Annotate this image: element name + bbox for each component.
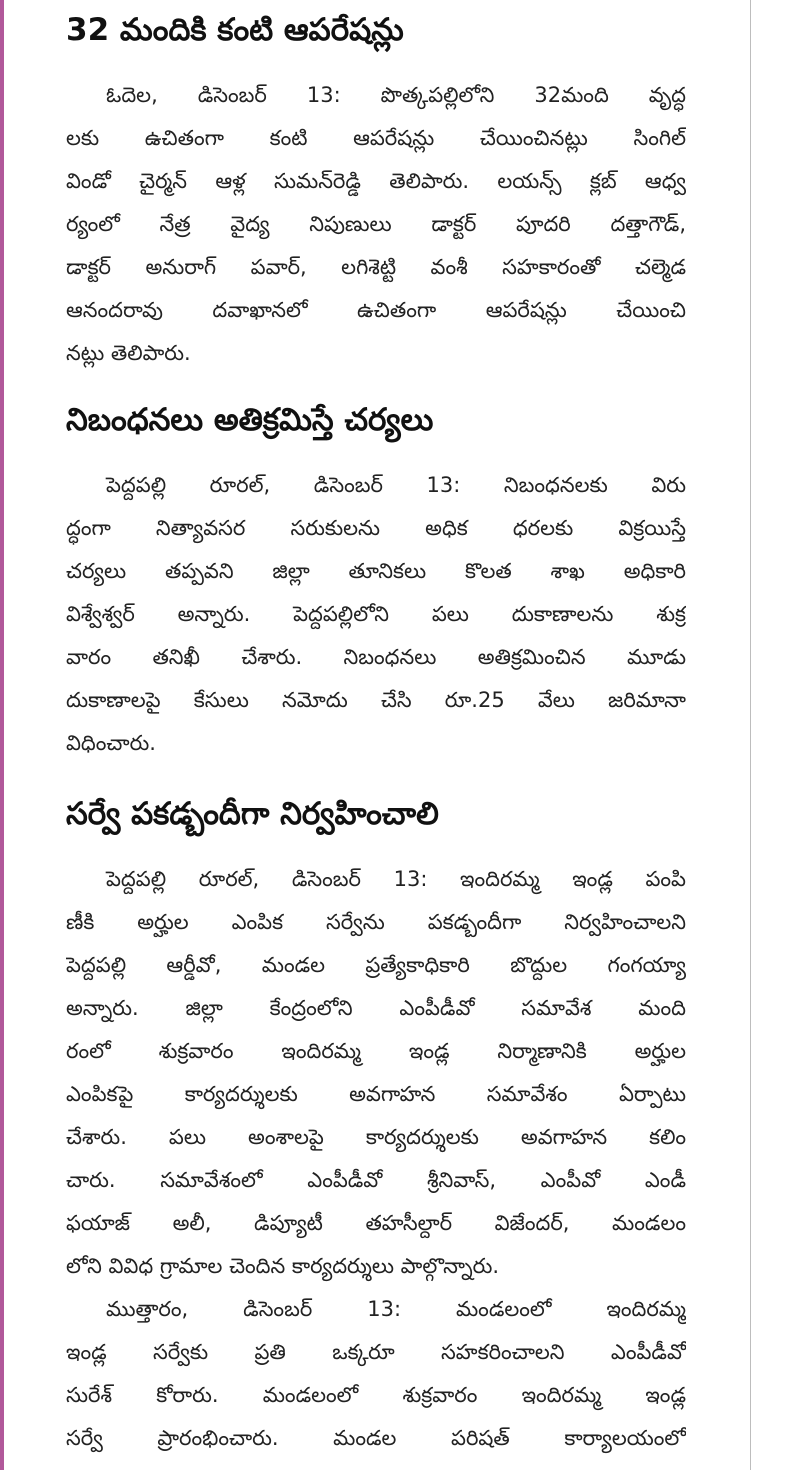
body-line: సురేశ్ కోరారు. మండలంలో శుక్రవారం ఇందిరమ్మ ఇండ్ల (66, 1383, 686, 1407)
article-body (66, 74, 686, 375)
body-line: చేశారు. పలు అంశాలపై కార్యదర్శులకు అవగాహన కలిం (66, 1125, 686, 1149)
body-line: చారు. సమావేశంలో ఎంపీడీవో శ్రీనివాస్, ఎంపీవో ఎండీ (66, 1168, 686, 1192)
body-line: విధించారు. (66, 731, 156, 755)
headline-eye-operations: 32 మందికి కంటి ఆపరేషన్లు (66, 12, 404, 48)
body-line: ణీకి అర్హుల ఎంపిక సర్వేను పకడ్బందీగా నిర్వహించాలని (66, 910, 686, 934)
body-line: లోని వివిధ గ్రామాల చెందిన కార్యదర్శులు పాల్గొన్నారు. (66, 1254, 500, 1278)
headline-rule-violations: నిబంధనలు అతిక్రమిస్తే చర్యలు (66, 402, 434, 438)
body-line: లకు ఉచితంగా కంటి ఆపరేషన్లు చేయించినట్లు సింగిల్ (66, 126, 686, 150)
body-line: ఇండ్ల సర్వేకు ప్రతి ఒక్కరూ సహకరించాలని ఎంపీడీవో (66, 1340, 686, 1364)
article-body (66, 464, 686, 765)
body-line: ఎంపికపై కార్యదర్శులకు అవగాహన సమావేశం ఏర్పాటు (66, 1082, 686, 1106)
body-line: రంలో శుక్రవారం ఇందిరమ్మ ఇండ్ల నిర్మాణానికి అర్హుల (66, 1039, 686, 1063)
body-line: ర్యంలో నేత్ర వైద్య నిపుణులు డాక్టర్ పూదరి దత్తాగౌడ్, (66, 212, 686, 236)
body-line: పెద్దపల్లి ఆర్డీవో, మండల ప్రత్యేకాధికారి బొద్దుల గంగయ్యా (66, 953, 686, 977)
body-line: నట్లు తెలిపారు. (66, 341, 191, 365)
body-line: ఆనందరావు దవాఖానలో ఉచితంగా ఆపరేషన్లు చేయించి (66, 298, 686, 322)
body-line: ఫయాజ్ అలీ, డిప్యూటీ తహసీల్దార్ విజేందర్, మండలం (66, 1211, 686, 1235)
body-line: ద్ధంగా నిత్యావసర సరుకులను అధిక ధరలకు విక్రయిస్తే (66, 516, 686, 540)
left-border-rule (0, 0, 4, 1470)
body-line: చర్యలు తప్పవని జిల్లా తూనికలు కొలత శాఖ అధికారి (66, 559, 686, 583)
article-rule-violations (66, 398, 686, 765)
body-line: ముత్తారం, డిసెంబర్ 13: మండలంలో ఇందిరమ్మ (106, 1297, 686, 1321)
body-line: విశ్వేశ్వర్ అన్నారు. పెద్దపల్లిలోని పలు దుకాణాలను శుక్ర (66, 602, 686, 626)
article-body (66, 858, 686, 1460)
column-divider-rule (750, 0, 751, 1470)
body-line: సర్వే ప్రారంభించారు. మండల పరిషత్ కార్యాలయంలో (66, 1426, 686, 1450)
body-line: విండో చైర్మన్ ఆళ్ల సుమన్‌రెడ్డి తెలిపారు. లయన్స్ క్లబ్ ఆధ్వ (66, 169, 686, 193)
body-line: వారం తనిఖీ చేశారు. నిబంధనలు అతిక్రమించిన మూడు (66, 645, 686, 669)
body-line: అన్నారు. జిల్లా కేంద్రంలోని ఎంపీడీవో సమావేశ మంది (66, 996, 686, 1020)
body-line: పెద్దపల్లి రూరల్, డిసెంబర్ 13: నిబంధనలకు విరు (106, 473, 686, 497)
body-line: డాక్టర్ అనురాగ్ పవార్, లగిశెట్టి వంశీ సహకారంతో చల్మెడ (66, 255, 686, 279)
article-survey (66, 792, 686, 1460)
body-line: దుకాణాలపై కేసులు నమోదు చేసి రూ.25 వేలు జరిమానా (66, 688, 686, 712)
body-line: పెద్దపల్లి రూరల్, డిసెంబర్ 13: ఇందిరమ్మ ఇండ్ల పంపి (106, 867, 686, 891)
body-line: ఓదెల, డిసెంబర్ 13: పొత్కపల్లిలోని 32మంది వృద్ధ (106, 83, 686, 107)
headline-survey: సర్వే పకడ్బందీగా నిర్వహించాలి (66, 796, 439, 832)
article-eye-operations (66, 8, 686, 375)
